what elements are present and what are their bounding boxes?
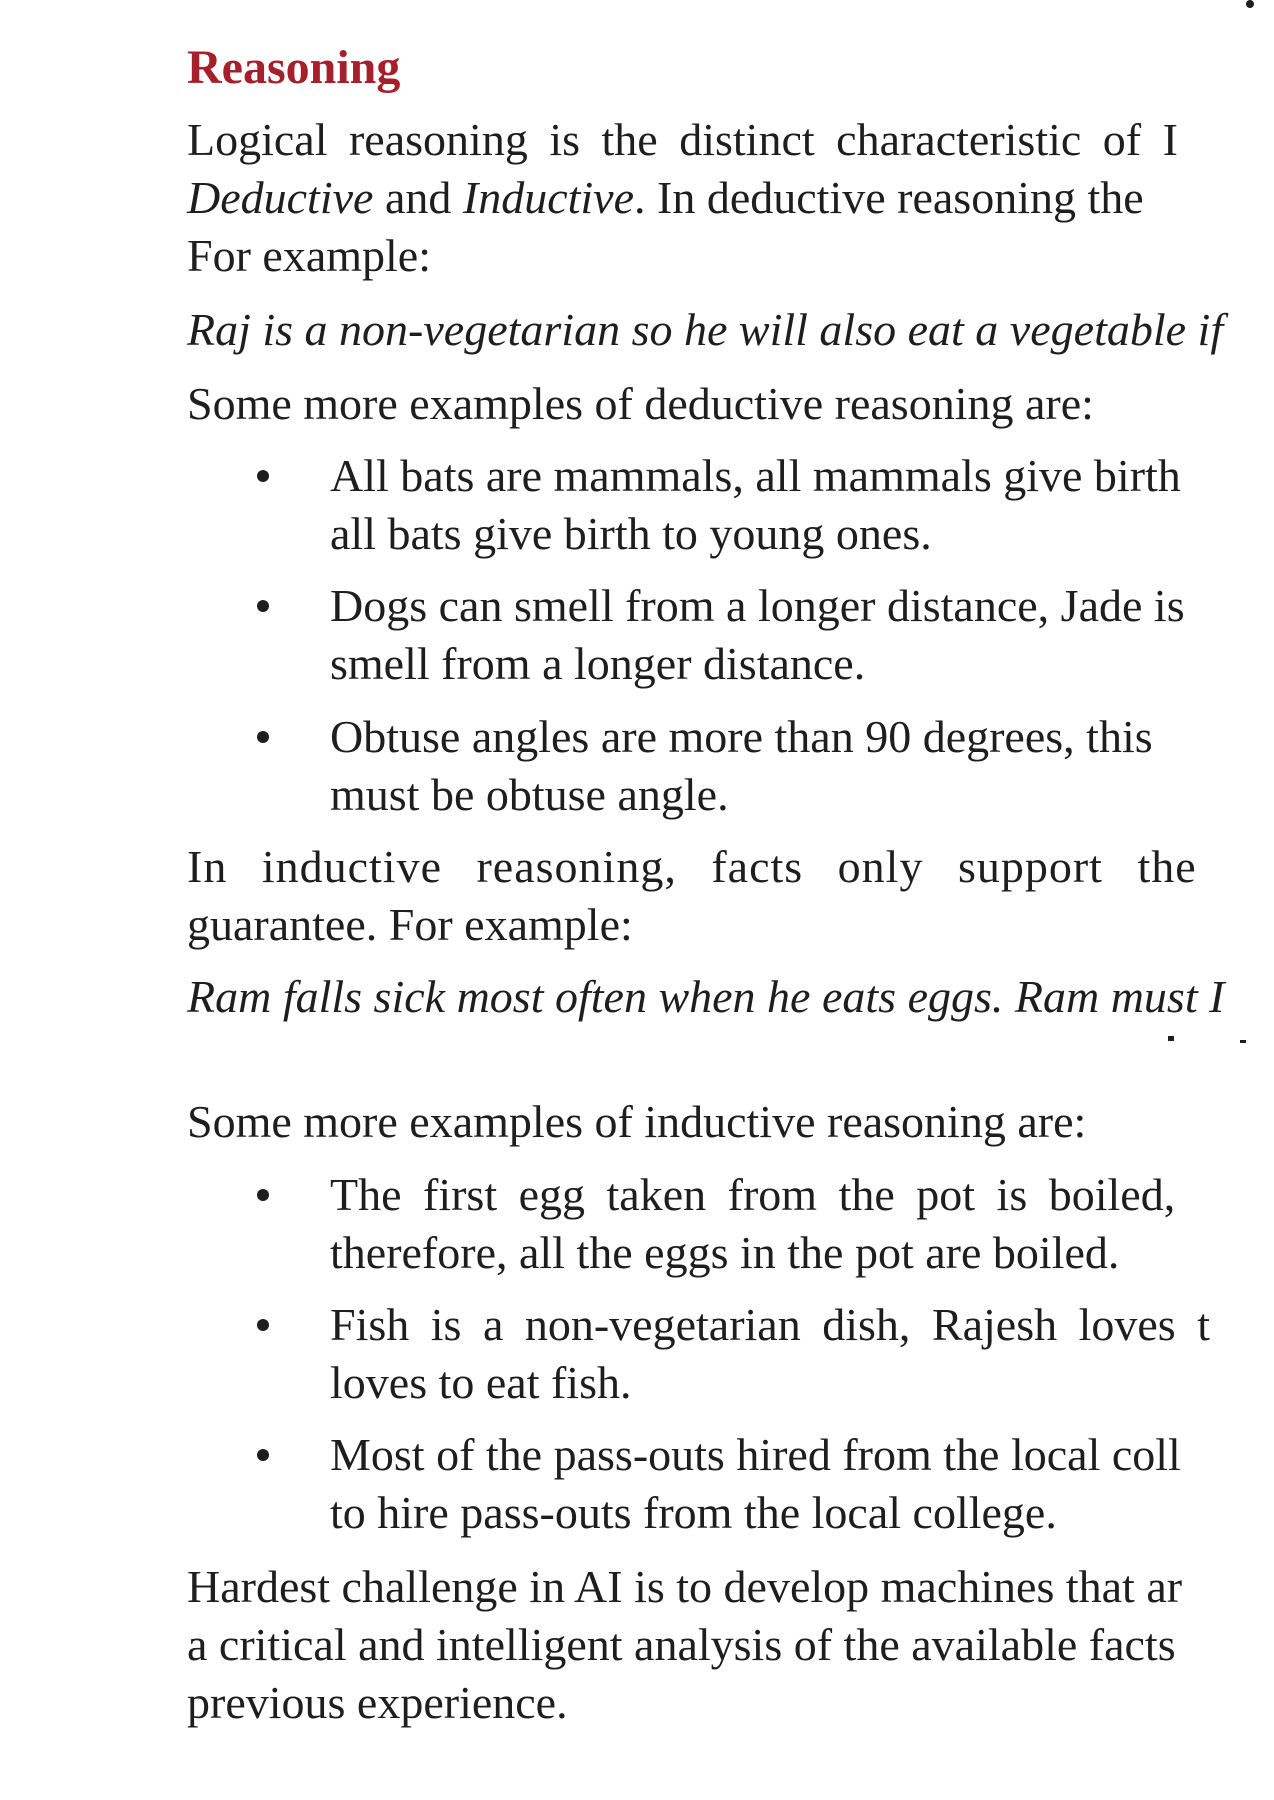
bullet-dot (257, 1449, 269, 1461)
conclusion-line2: a critical and intelligent analysis of the available facts (187, 1619, 1176, 1670)
deductive-item-1-line1: All bats are mammals, all mammals give birth (330, 450, 1181, 501)
bullet-dot (257, 731, 269, 743)
section-heading: Reasoning (187, 41, 401, 94)
deductive-item-3-line2: must be obtuse angle. (330, 769, 729, 820)
paragraph2-line2: guarantee. For example: (187, 899, 633, 950)
deductive-intro: Some more examples of deductive reasoning are: (187, 378, 1094, 429)
bullet-dot (257, 1189, 269, 1201)
inductive-intro: Some more examples of inductive reasoning are: (187, 1096, 1087, 1147)
paragraph1-line2-end: . In deductive reasoning the (634, 172, 1144, 223)
paragraph2-line1: In inductive reasoning, facts only support the (187, 841, 1197, 892)
deductive-example: Raj is a non-vegetarian so he will also eat a vegetable if (187, 304, 1224, 355)
inductive-item-3-line2: to hire pass-outs from the local college. (330, 1487, 1057, 1538)
inductive-example: Ram falls sick most often when he eats eggs. Ram must I (187, 971, 1225, 1022)
bullet-dot (257, 470, 269, 482)
term-deductive: Deductive (187, 172, 374, 223)
conclusion-line1: Hardest challenge in AI is to develop machines that ar (187, 1561, 1183, 1612)
deductive-item-2-line1: Dogs can smell from a longer distance, Jade is (330, 580, 1185, 631)
conclusion-line3: previous experience. (187, 1677, 568, 1728)
inductive-item-1-line1: The first egg taken from the pot is boiled, (330, 1169, 1176, 1220)
inductive-item-1-line2: therefore, all the eggs in the pot are boiled. (330, 1227, 1120, 1278)
paragraph1-line2 (187, 170, 1144, 226)
scan-mark (1168, 1036, 1174, 1041)
paragraph1-line2-mid: and (373, 172, 463, 223)
bullet-dot (257, 1319, 269, 1331)
paragraph1-line3: For example: (187, 230, 431, 281)
deductive-item-2-line2: smell from a longer distance. (330, 638, 866, 689)
term-inductive: Inductive (462, 172, 635, 223)
page-edge-mark (1246, 0, 1254, 8)
scan-mark (1240, 1040, 1246, 1043)
bullet-dot (257, 600, 269, 612)
inductive-item-2-line1: Fish is a non-vegetarian dish, Rajesh loves t (330, 1299, 1210, 1350)
inductive-item-3-line1: Most of the pass-outs hired from the local coll (330, 1429, 1181, 1480)
inductive-item-2-line2: loves to eat fish. (330, 1357, 632, 1408)
paragraph1-line1: Logical reasoning is the distinct characteristic of I (187, 114, 1178, 165)
deductive-item-1-line2: all bats give birth to young ones. (330, 508, 932, 559)
deductive-item-3-line1: Obtuse angles are more than 90 degrees, this (330, 711, 1153, 762)
